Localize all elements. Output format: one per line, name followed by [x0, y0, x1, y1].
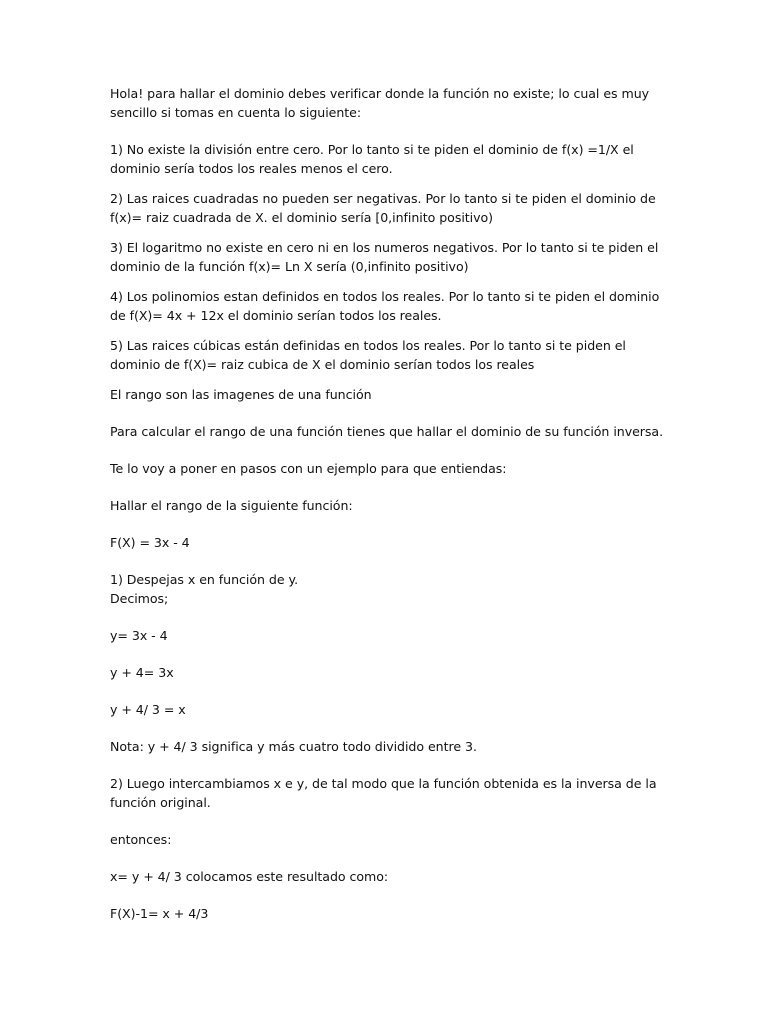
- rule-2-paragraph: 2) Las raices cuadradas no pueden ser negativas. Por lo tanto si te piden el dominio de f(x)= raiz cuadrada de X. el dominio sería [0,infinito positivo): [110, 191, 656, 225]
- rule-1-paragraph: 1) No existe la división entre cero. Por lo tanto si te piden el dominio de f(x) =1/X el dominio sería todos los reales menos el cero.: [110, 142, 634, 176]
- rango-definition: El rango son las imagenes de una función: [110, 387, 372, 402]
- equation-1: y= 3x - 4: [110, 628, 168, 643]
- rule-5-paragraph: 5) Las raices cúbicas están definidas en todos los reales. Por lo tanto si te piden el dominio de f(X)= raiz cubica de X el dominio serían todos los reales: [110, 338, 626, 372]
- equation-3: y + 4/ 3 = x: [110, 702, 186, 717]
- inverse-function: F(X)-1= x + 4/3: [110, 906, 209, 921]
- note-line: Nota: y + 4/ 3 significa y más cuatro todo dividido entre 3.: [110, 739, 477, 754]
- function-definition: F(X) = 3x - 4: [110, 535, 190, 550]
- entonces-line: entonces:: [110, 832, 172, 847]
- steps-intro: Te lo voy a poner en pasos con un ejemplo para que entiendas:: [110, 461, 507, 476]
- decimos-line: Decimos;: [110, 591, 169, 606]
- document-body: [110, 84, 670, 923]
- step-1: 1) Despejas x en función de y.: [110, 572, 299, 587]
- step-2: 2) Luego intercambiamos x e y, de tal modo que la función obtenida es la inversa de la función original.: [110, 776, 657, 810]
- hallar-heading: Hallar el rango de la siguiente función:: [110, 498, 353, 513]
- rule-3-paragraph: 3) El logaritmo no existe en cero ni en los numeros negativos. Por lo tanto si te piden el dominio de la función f(x)= Ln X sería (0,infinito positivo): [110, 240, 659, 274]
- equation-2: y + 4= 3x: [110, 665, 174, 680]
- result-line: x= y + 4/ 3 colocamos este resultado como:: [110, 869, 389, 884]
- rango-calculation: Para calcular el rango de una función tienes que hallar el dominio de su función inversa.: [110, 424, 664, 439]
- intro-paragraph: Hola! para hallar el dominio debes verificar donde la función no existe; lo cual es muy sencillo si tomas en cuenta lo siguiente:: [110, 86, 650, 120]
- rule-4-paragraph: 4) Los polinomios estan definidos en todos los reales. Por lo tanto si te piden el dominio de f(X)= 4x + 12x el dominio serían todos los reales.: [110, 289, 660, 323]
